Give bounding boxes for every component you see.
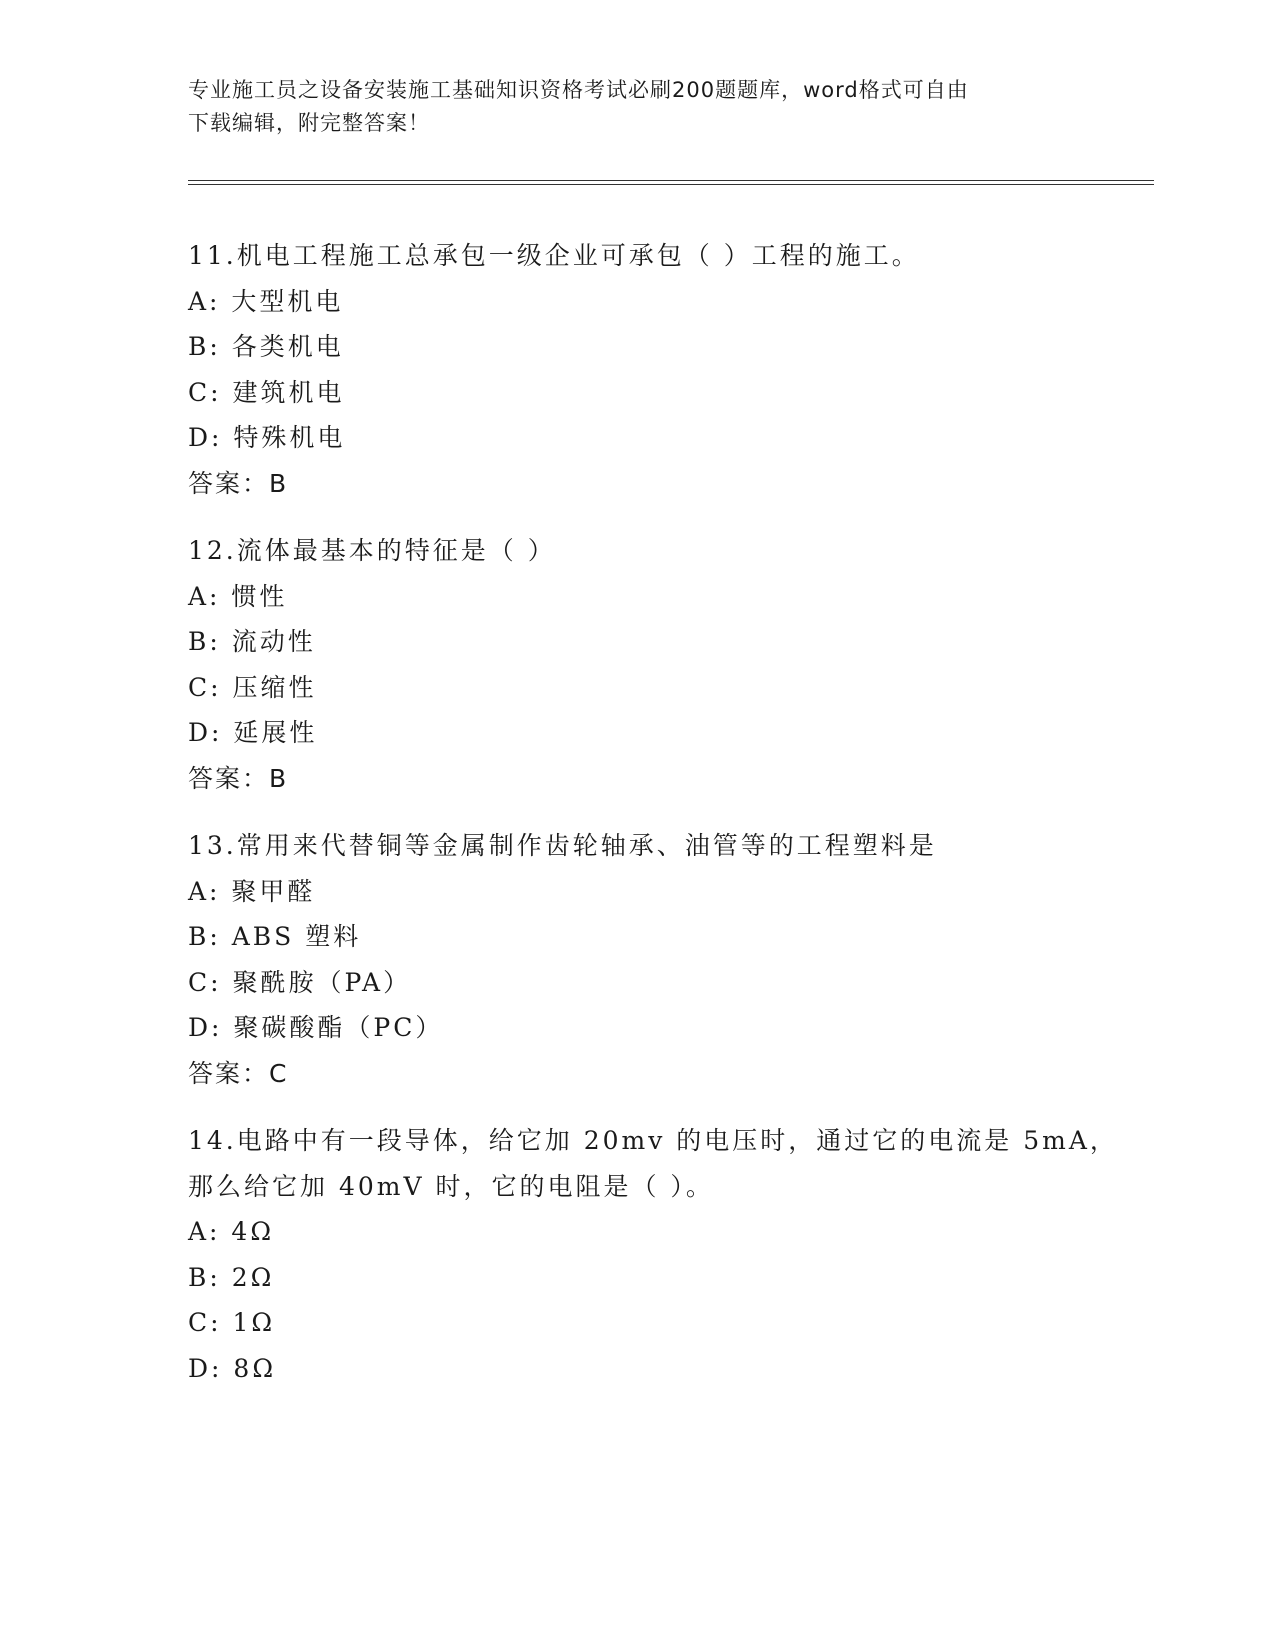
document-header	[188, 74, 1088, 140]
answer: 答案：B	[188, 468, 289, 498]
header-rule-bottom	[188, 184, 1154, 185]
question-12	[188, 528, 1148, 801]
header-line-1: 专业施工员之设备安装施工基础知识资格考试必刷200题题库，word格式可自由	[188, 78, 969, 102]
option-c: C: 1Ω	[188, 1308, 276, 1337]
answer: 答案：B	[188, 763, 289, 793]
option-a: A: 聚甲醛	[188, 876, 316, 906]
option-a: A: 4Ω	[188, 1217, 275, 1246]
option-b: B: 各类机电	[188, 332, 344, 361]
answer: 答案：C	[188, 1058, 289, 1088]
option-d: D: 聚碳酸酯（PC）	[188, 1013, 444, 1042]
header-line-2: 下载编辑，附完整答案！	[188, 111, 430, 135]
option-d: D: 8Ω	[188, 1353, 277, 1383]
option-d: D: 延展性	[188, 718, 318, 747]
option-b: B: ABS 塑料	[188, 922, 362, 951]
option-c: C: 压缩性	[188, 672, 317, 702]
question-stem: 11.机电工程施工总承包一级企业可承包（ ）工程的施工。	[188, 241, 920, 270]
option-a: A: 惯性	[188, 581, 288, 611]
question-stem: 12.流体最基本的特征是（ ）	[188, 536, 556, 565]
option-a: A: 大型机电	[188, 286, 344, 316]
option-b: B: 流动性	[188, 627, 316, 656]
question-stem-line-2: 那么给它加 40mV 时，它的电阻是（ ）。	[188, 1171, 714, 1201]
question-list	[188, 233, 1148, 1413]
question-11	[188, 233, 1148, 506]
question-13	[188, 823, 1148, 1096]
option-c: C: 建筑机电	[188, 377, 345, 407]
question-stem-line-1: 14.电路中有一段导体，给它加 20mv 的电压时，通过它的电流是 5mA，	[188, 1126, 1118, 1155]
header-rule-top	[188, 180, 1154, 181]
question-stem: 13.常用来代替铜等金属制作齿轮轴承、油管等的工程塑料是	[188, 831, 937, 860]
question-14	[188, 1118, 1148, 1391]
option-b: B: 2Ω	[188, 1262, 275, 1292]
option-c: C: 聚酰胺（PA）	[188, 967, 412, 997]
option-d: D: 特殊机电	[188, 423, 346, 452]
